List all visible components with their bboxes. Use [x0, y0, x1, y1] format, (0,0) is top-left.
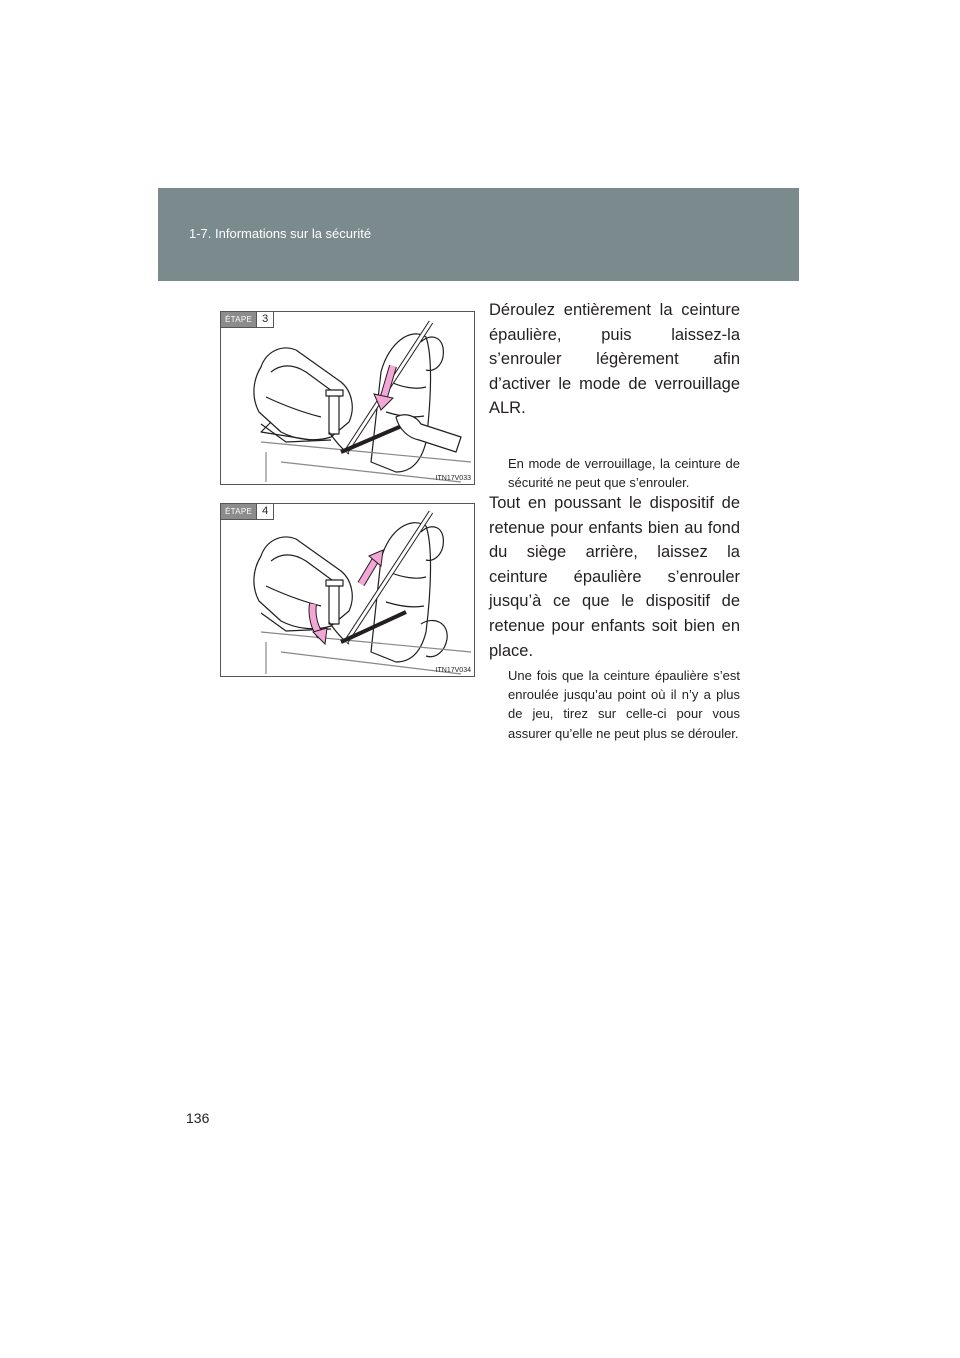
step-number: 3 — [256, 312, 273, 327]
section-title: 1-7. Informations sur la sécurité — [189, 226, 372, 241]
step-number: 4 — [256, 504, 273, 519]
step-3-instruction: Déroulez entièrement la ceinture épaulière, puis laissez-la s’enrouler légèrement afin d’activer le mode de verrouillage ALR. — [489, 301, 740, 418]
step-4-note: Une fois que la ceinture épaulière s’est enroulée jusqu’au point où il n’y a plus de jeu, tirez sur celle-ci pour vous assurer qu’elle ne peut plus se dérouler. — [508, 668, 740, 741]
step-4-illustration — [220, 503, 475, 677]
page-number: 136 — [186, 1110, 210, 1126]
child-seat-belt-retract-drawing — [221, 504, 475, 677]
figure-code: ITN17V033 — [435, 475, 471, 482]
step-4-instruction: Tout en poussant le dispositif de retenue pour enfants bien au fond du siège arrière, laissez la ceinture épaulière s’enrouler jusqu’à ce que le dispositif de retenue pour enfants soit bien en place. — [489, 494, 740, 660]
step-3-badge — [221, 312, 274, 328]
step-label: ÉTAPE — [221, 504, 256, 519]
step-label: ÉTAPE — [221, 312, 256, 327]
step-3-note: En mode de verrouillage, la ceinture de sécurité ne peut que s’enrouler. — [508, 456, 740, 491]
child-seat-belt-unroll-drawing — [221, 312, 475, 485]
figure-code: ITN17V034 — [435, 667, 471, 674]
step-4-badge — [221, 504, 274, 520]
step-3-illustration — [220, 311, 475, 485]
